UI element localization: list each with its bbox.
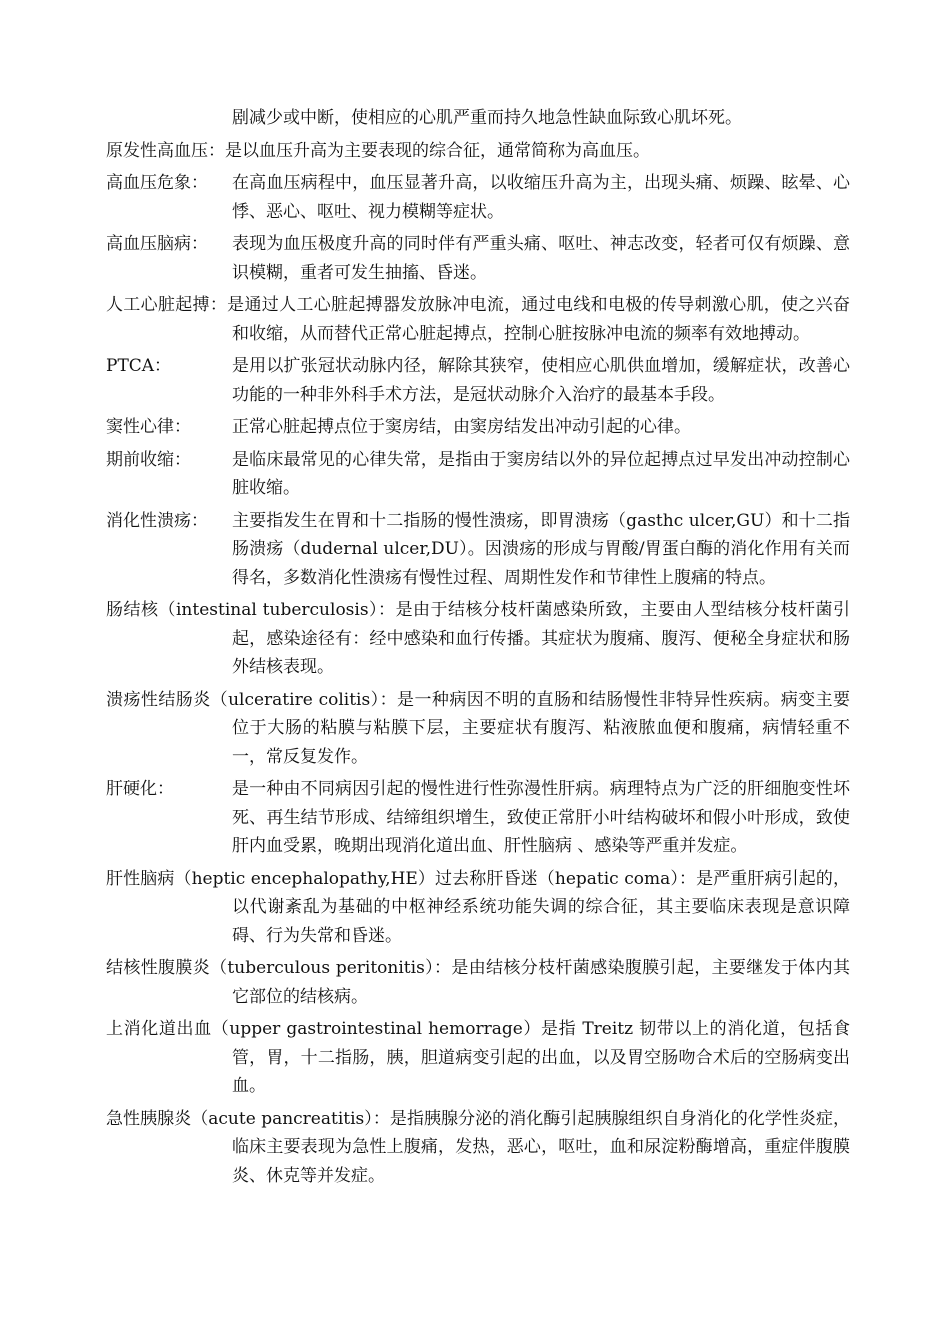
- glossary-entry: [106, 865, 850, 951]
- glossary-entry: [106, 1015, 850, 1101]
- entry-term: 高血压危象：: [106, 173, 208, 193]
- entry-definition: 是由结核分枝杆菌感染腹膜引起，主要继发于体内其它部位的结核病。: [232, 958, 850, 1007]
- glossary-entry: [106, 1105, 850, 1191]
- glossary-entry: [106, 137, 850, 166]
- entry-term: 肠结核（intestinal tuberculosis）：: [106, 600, 396, 620]
- entry-term: 消化性溃疡：: [106, 510, 208, 531]
- glossary-entry: [106, 954, 850, 1011]
- entry-definition: 正常心脏起搏点位于窦房结，由窦房结发出冲动引起的心律。: [232, 417, 691, 437]
- entry-term: 急性胰腺炎（acute pancreatitis）：: [106, 1108, 390, 1129]
- entry-term: 期前收缩：: [106, 449, 191, 470]
- entry-term: 结核性腹膜炎（tuberculous peritonitis）：: [106, 958, 452, 978]
- glossary-entry: [106, 169, 850, 226]
- entry-definition: 主要指发生在胃和十二指肠的慢性溃疡，即胃溃疡（gasthc ulcer,GU）和十二指肠溃疡（dudernal ulcer,DU）。因溃疡的形成与胃酸/胃蛋白酶的消化作用有关而得名，多数消化性溃疡有慢性过程、周期性发作和节律性上腹痛的特点。: [232, 510, 850, 588]
- entry-definition: 是以血压升高为主要表现的综合征，通常简称为高血压。: [225, 140, 650, 161]
- entry-term: 高血压脑病：: [106, 234, 208, 254]
- entry-definition: 在高血压病程中，血压显著升高，以收缩压升高为主，出现头痛、烦躁、眩晕、心悸、恶心、呕吐、视力模糊等症状。: [232, 173, 850, 222]
- entry-definition: 是由于结核分枝杆菌感染所致，主要由人型结核分枝杆菌引起，感染途径有：经中感染和血行传播。其症状为腹痛、腹泻、便秘全身症状和肠外结核表现。: [232, 600, 851, 677]
- glossary-entry: [106, 230, 850, 287]
- glossary-entry: [106, 352, 850, 409]
- entry-term: 上消化道出血（upper gastrointestinal hemorrage）: [106, 1019, 542, 1039]
- entry-definition: 过去称肝昏迷（hepatic coma）：是严重肝病引起的，以代谢紊乱为基础的中枢神经系统功能失调的综合征，其主要临床表现是意识障碍、行为失常和昏迷。: [232, 868, 850, 946]
- entry-definition: 是一种病因不明的直肠和结肠慢性非特异性疾病。病变主要位于大肠的粘膜与粘膜下层，主要症状有腹泻、粘液脓血便和腹痛，病情轻重不一，常反复发作。: [232, 689, 851, 767]
- entry-definition: 是一种由不同病因引起的慢性进行性弥漫性肝病。病理特点为广泛的肝细胞变性坏死、再生结节形成、结缔组织增生，致使正常肝小叶结构破坏和假小叶形成，致使肝内血受累，晚期出现消化道出血、肝性脑病 、感染等严重并发症。: [232, 779, 850, 856]
- entry-term: PTCA：: [106, 356, 172, 376]
- entry-term: 肝硬化：: [106, 779, 174, 799]
- entry-term: 窦性心律：: [106, 417, 191, 437]
- entry-definition: 是用以扩张冠状动脉内径，解除其狭窄，使相应心肌供血增加，缓解症状，改善心功能的一种非外科手术方法，是冠状动脉介入治疗的最基本手段。: [232, 356, 850, 405]
- glossary-entry: [106, 686, 850, 772]
- entry-definition: 是指胰腺分泌的消化酶引起胰腺组织自身消化的化学性炎症，临床主要表现为急性上腹痛，发热，恶心，呕吐，血和尿淀粉酶增高，重症伴腹膜炎、休克等并发症。: [232, 1108, 850, 1186]
- entry-definition: 是通过人工心脏起搏器发放脉冲电流，通过电线和电极的传导刺激心肌，使之兴奋和收缩，从而替代正常心脏起搏点，控制心脏按脉冲电流的频率有效地搏动。: [227, 295, 851, 344]
- entry-term: 人工心脏起搏：: [106, 295, 228, 315]
- glossary-list: [106, 104, 850, 1194]
- entry-definition: 剧减少或中断，使相应的心肌严重而持久地急性缺血际致心肌坏死。: [232, 108, 742, 128]
- glossary-entry-continuation: [106, 104, 850, 133]
- glossary-entry: [106, 413, 850, 442]
- glossary-entry: [106, 446, 850, 503]
- entry-term: 肝性脑病（heptic encephalopathy,HE）: [106, 868, 436, 889]
- entry-definition: 表现为血压极度升高的同时伴有严重头痛、呕吐、神志改变，轻者可仅有烦躁、意识模糊，重者可发生抽搐、昏迷。: [232, 234, 850, 283]
- glossary-entry: [106, 291, 850, 348]
- entry-definition: 是临床最常见的心律失常，是指由于窦房结以外的异位起搏点过早发出冲动控制心脏收缩。: [232, 449, 850, 498]
- glossary-entry: [106, 507, 850, 593]
- glossary-entry: [106, 596, 850, 682]
- entry-definition: 是指 Treitz 韧带以上的消化道，包括食管，胃，十二指肠，胰，胆道病变引起的出血，以及胃空肠吻合术后的空肠病变出血。: [232, 1019, 850, 1096]
- entry-term: 原发性高血压：: [106, 140, 225, 161]
- glossary-entry: [106, 775, 850, 861]
- entry-term: 溃疡性结肠炎（ulceratire colitis）：: [106, 689, 398, 710]
